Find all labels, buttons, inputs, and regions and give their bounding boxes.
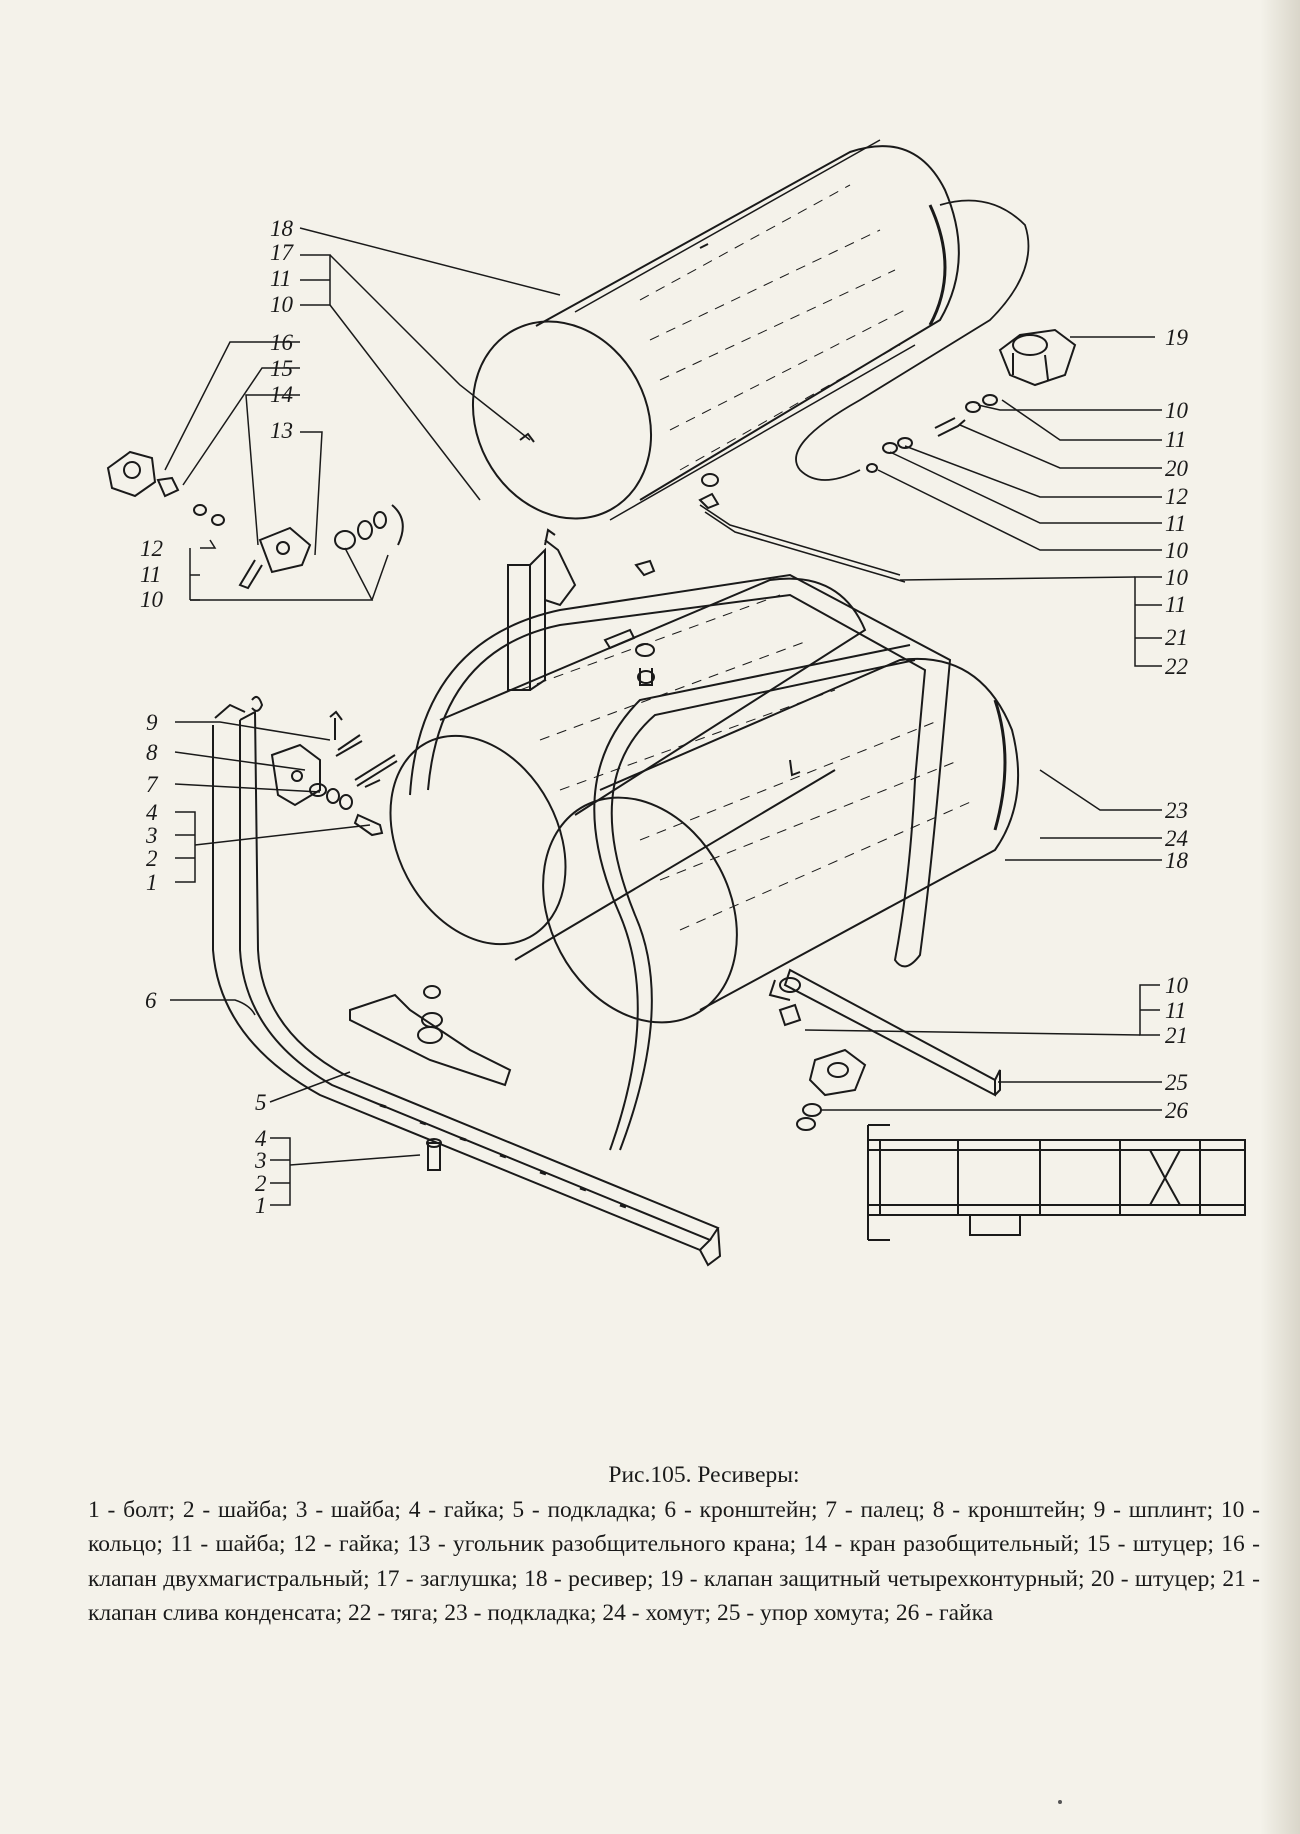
callout-18: 18: [270, 216, 293, 241]
callout-3: 3: [146, 823, 158, 848]
callout-10: 10: [1165, 538, 1188, 563]
callout-4: 4: [146, 800, 158, 825]
page-speck: [1058, 1800, 1062, 1804]
callout-10: 10: [1165, 973, 1188, 998]
callout-1: 1: [146, 870, 158, 895]
callout-13: 13: [270, 418, 293, 443]
callout-3: 3: [255, 1148, 267, 1173]
fittings-right: [867, 395, 997, 472]
bracket-8-pin: [272, 712, 397, 835]
callout-2: 2: [146, 846, 158, 871]
callout-21: 21: [1165, 1023, 1188, 1048]
callout-11: 11: [1165, 998, 1187, 1023]
bolt-1: [427, 1139, 441, 1170]
callout-9: 9: [146, 710, 158, 735]
callout-18: 18: [1165, 848, 1188, 873]
callout-10: 10: [140, 587, 163, 612]
callout-24: 24: [1165, 826, 1188, 851]
drain-valve-upper: [636, 474, 718, 575]
callout-8: 8: [146, 740, 158, 765]
lower-receiver-front: [505, 659, 1018, 1057]
caption-title: Рис.105. Ресиверы:: [608, 1462, 800, 1488]
figure-caption: [88, 1458, 1260, 1631]
air-pipe-upper: [796, 201, 1028, 481]
page-edge-shadow: [1260, 0, 1300, 1834]
callout-25: 25: [1165, 1070, 1188, 1095]
callout-20: 20: [1165, 456, 1188, 481]
callout-11: 11: [1165, 511, 1187, 536]
callout-11: 11: [140, 562, 162, 587]
callout-12: 12: [1165, 484, 1188, 509]
callout-10: 10: [1165, 565, 1188, 590]
callout-21: 21: [1165, 625, 1188, 650]
tap-13-14: [194, 505, 403, 588]
callout-19: 19: [1165, 325, 1188, 350]
frame-section: [868, 1125, 1245, 1240]
pad-5: [350, 986, 510, 1085]
callout-26: 26: [1165, 1098, 1188, 1123]
callout-22: 22: [1165, 654, 1188, 679]
callout-16: 16: [270, 330, 293, 355]
callout-17: 17: [270, 240, 293, 265]
callout-2: 2: [255, 1171, 267, 1196]
protective-valve-19: [1000, 330, 1075, 385]
callout-5: 5: [255, 1090, 267, 1115]
right-bracket: [770, 970, 1000, 1130]
caption-legend: 1 - болт; 2 - шайба; 3 - шайба; 4 - гайка; 5 - подкладка; 6 - кронштейн; 7 - палец; 8 - кронштейн; 9 - шплинт; 10 - кольцо; 11 - шайба; 12 - гайка; 13 - угольник разобщительного крана; 14 - кран разобщительный; 15 - штуцер; 16 - клапан двухмагистральный; 17 - заглушка; 18 - ресивер; 19 - клапан защитный четырехконтурный; 20 - штуцер; 21 - клапан слива конденсата; 22 - тяга; 23 - подкладка; 24 - хомут; 25 - упор хомута; 26 - гайка: [88, 1496, 1260, 1626]
callout-4: 4: [255, 1126, 267, 1151]
callout-labels: [140, 216, 1189, 1218]
callout-23: 23: [1165, 798, 1188, 823]
callout-11: 11: [1165, 592, 1187, 617]
callout-10: 10: [1165, 398, 1188, 423]
callout-10: 10: [270, 292, 293, 317]
callout-12: 12: [140, 536, 163, 561]
drain-rod-22: [700, 505, 905, 582]
callout-14: 14: [270, 382, 293, 407]
callout-11: 11: [1165, 427, 1187, 452]
callout-6: 6: [145, 988, 157, 1013]
upper-receiver: [439, 140, 959, 550]
bracket-6: [213, 697, 720, 1265]
two-line-valve-16: [108, 452, 178, 496]
callout-11: 11: [270, 266, 292, 291]
callout-1: 1: [255, 1193, 267, 1218]
callout-15: 15: [270, 356, 293, 381]
callout-7: 7: [146, 772, 158, 797]
